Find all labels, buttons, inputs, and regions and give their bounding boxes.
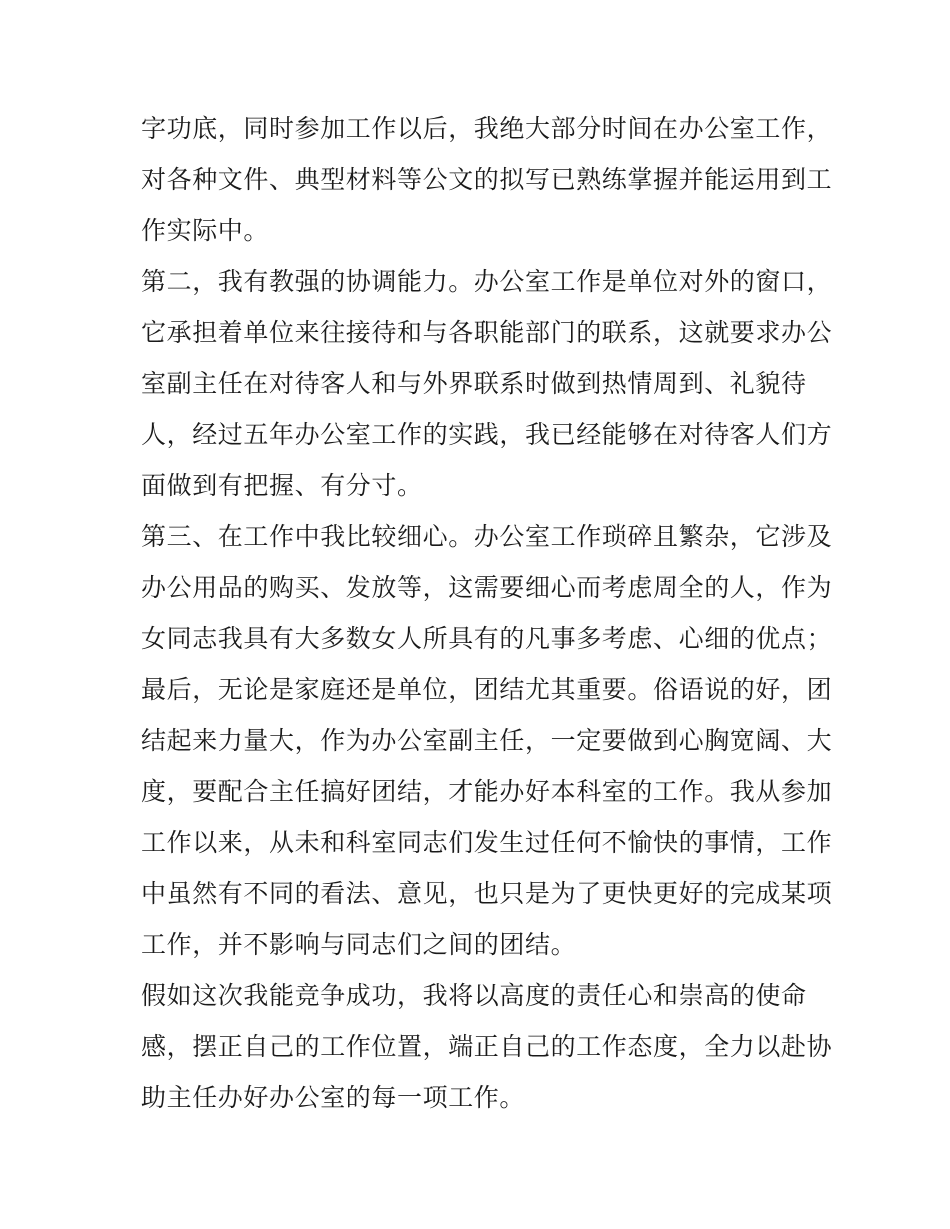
text-line-16: 中虽然有不同的看法、意见，也只是为了更快更好的完成某项 [141, 879, 833, 908]
text-line-1: 字功底，同时参加工作以后，我绝大部分时间在办公室工作， [141, 114, 833, 143]
text-line-12: 最后，无论是家庭还是单位，团结尤其重要。俗语说的好，团 [141, 675, 833, 704]
text-line-20: 助主任办好办公室的每一项工作。 [141, 1083, 526, 1112]
text-line-8: 面做到有把握、有分寸。 [141, 471, 423, 500]
text-line-2: 对各种文件、典型材料等公文的拟写已熟练掌握并能运用到工 [141, 165, 833, 194]
text-line-18: 假如这次我能竞争成功，我将以高度的责任心和崇高的使命 [141, 981, 807, 1010]
text-line-11: 女同志我具有大多数女人所具有的凡事多考虑、心细的优点； [141, 624, 833, 653]
text-line-5: 它承担着单位来往接待和与各职能部门的联系，这就要求办公 [141, 318, 833, 347]
text-line-13: 结起来力量大，作为办公室副主任，一定要做到心胸宽阔、大 [141, 726, 833, 755]
text-line-6: 室副主任在对待客人和与外界联系时做到热情周到、礼貌待 [141, 369, 807, 398]
text-line-14: 度，要配合主任搞好团结，才能办好本科室的工作。我从参加 [141, 777, 833, 806]
text-line-7: 人，经过五年办公室工作的实践，我已经能够在对待客人们方 [141, 420, 833, 449]
text-line-17: 工作，并不影响与同志们之间的团结。 [141, 930, 577, 959]
text-line-15: 工作以来，从未和科室同志们发生过任何不愉快的事情，工作 [141, 828, 833, 857]
text-line-10: 办公用品的购买、发放等，这需要细心而考虑周全的人，作为 [141, 573, 833, 602]
document-body [141, 103, 833, 1123]
text-line-9: 第三、在工作中我比较细心。办公室工作琐碎且繁杂，它涉及 [141, 522, 833, 551]
text-line-4: 第二，我有教强的协调能力。办公室工作是单位对外的窗口， [141, 267, 833, 296]
text-line-19: 感，摆正自己的工作位置，端正自己的工作态度，全力以赴协 [141, 1032, 833, 1061]
text-line-3: 作实际中。 [141, 216, 270, 245]
